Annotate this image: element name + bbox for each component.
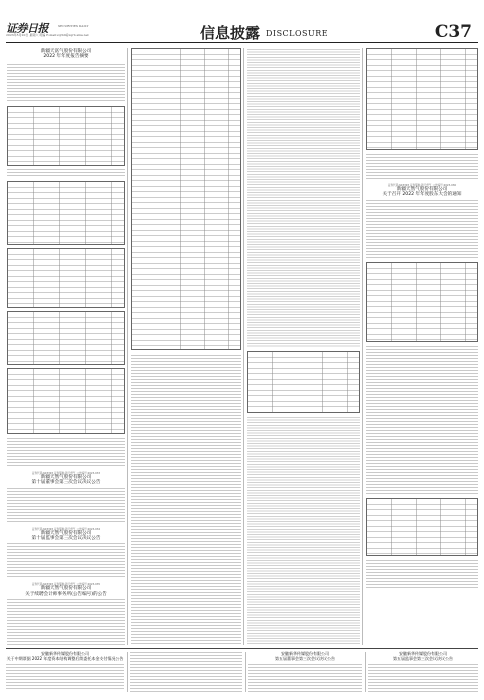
body-text (366, 199, 478, 259)
data-table (7, 106, 125, 166)
column-divider (243, 48, 244, 645)
body-text (7, 542, 125, 578)
bottom-notice: 安徽新华传媒股份有限公司 第五届监事会第三次会议决议公告 (368, 651, 478, 693)
body-text (368, 663, 478, 693)
body-text (7, 63, 125, 103)
body-text (366, 559, 478, 589)
body-text (130, 651, 242, 693)
text-column-4 (366, 48, 478, 646)
body-text (7, 168, 125, 178)
data-table (7, 311, 125, 365)
announcement-block: 证券代码:603393 证券简称:新天然气 公告编号:2023-036 新疆天然气股份有限公司 关于召开 2022 年年度股东大会的通知 (366, 182, 478, 199)
announcement-block: 证券代码:603393 证券简称:新天然气 公告编号:2023-034 新疆天然气股份有限公司 第十届监事会第三次会议决议公告 (7, 526, 125, 543)
data-table (366, 262, 478, 342)
announcement-block: 证券代码:603393 证券简称:新天然气 公告编号:2023-033 新疆天然气股份有限公司 第十届董事会第三次会议决议公告 (7, 470, 125, 487)
newspaper-logo: 证券日报 (6, 22, 48, 35)
text-column-3 (247, 48, 360, 646)
body-text (7, 598, 125, 646)
logo-subtitle: SECURITIES DAILY (58, 24, 89, 28)
bottom-notice-text (130, 651, 242, 693)
data-table (7, 181, 125, 245)
column-divider (362, 48, 363, 645)
body-text (7, 437, 125, 467)
body-text (247, 48, 360, 348)
data-table (7, 248, 125, 308)
company-name: 新疆天富气股份有限公司 (40, 49, 92, 54)
page-header (0, 0, 484, 40)
body-text (247, 416, 360, 646)
data-table (366, 48, 478, 150)
announcement-block: 证券代码:603393 证券简称:新天然气 公告编号:2023-035 新疆天然气股份有限公司 关于续聘会计师事务所(公告编号)的公告 (7, 581, 125, 598)
data-table (131, 48, 241, 350)
body-text (366, 153, 478, 179)
annual-summary-column (7, 48, 125, 646)
bottom-notice: 安徽新华传媒股份有限公司 第五届董事会第三次会议决议公告 (248, 651, 362, 693)
body-text (6, 663, 124, 689)
data-table (247, 351, 360, 413)
body-text (131, 354, 241, 646)
column-divider (127, 48, 128, 645)
text-column-2 (131, 48, 241, 646)
page-number: C37 (434, 22, 472, 42)
annual-summary-heading (7, 48, 125, 61)
body-text (7, 487, 125, 523)
data-table (7, 368, 125, 434)
data-table (366, 498, 478, 556)
dateline: 2023年5月20日 星期六 责编 E-mail:zqrb9@zqrb.sina.net (6, 33, 89, 37)
body-text (366, 345, 478, 495)
section-title-english: DISCLOSURE (266, 29, 329, 38)
bottom-notice: 安徽新华传媒股份有限公司 关于中期票据 2022 年度资本结构调整后续委托本金支付情况公告 (6, 651, 124, 693)
bottom-notices (6, 648, 478, 695)
body-text (248, 663, 362, 693)
header-rule (6, 42, 478, 43)
section-title: 信息披露 (200, 24, 261, 42)
report-title: 2022 年年度报告摘要 (43, 54, 89, 60)
